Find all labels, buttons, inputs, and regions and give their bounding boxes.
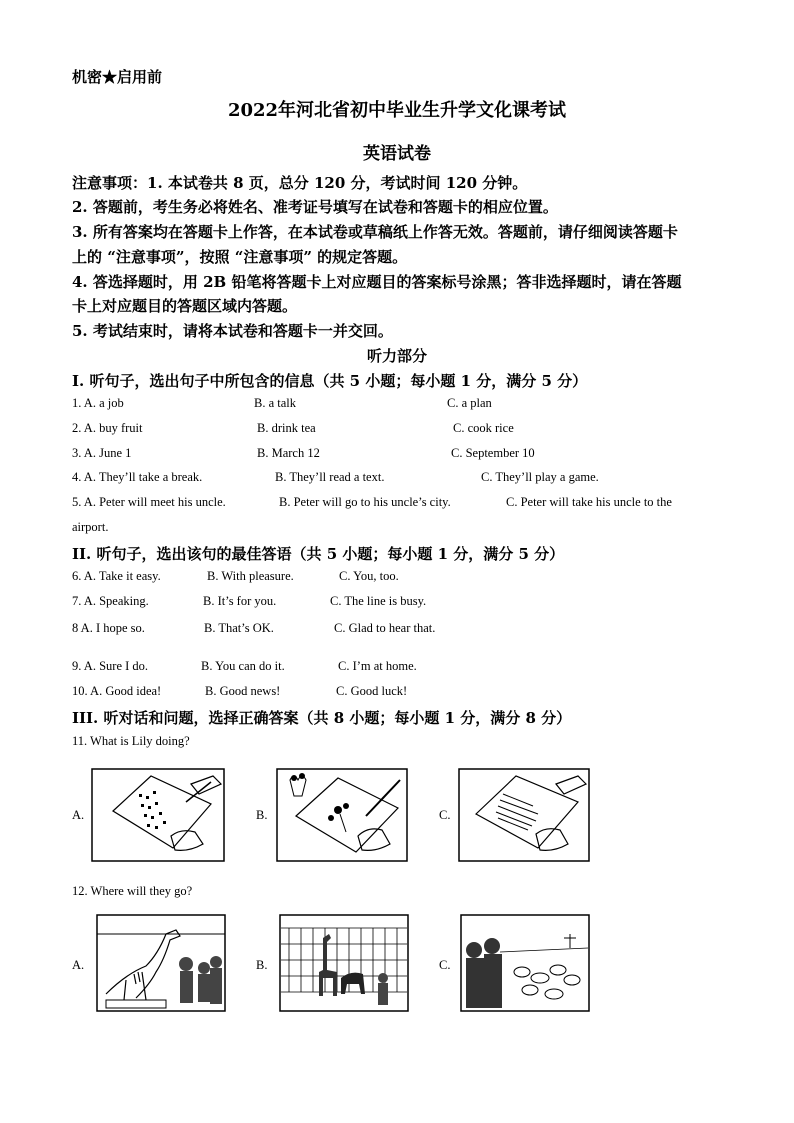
section-title: Ⅰ. 听句子，选出句子中所包含的信息（共 5 小题；每小题 1 分，满分 5 分） — [72, 372, 588, 390]
note-line: 5. 考试结束时，请将本试卷和答题卡一并交回。 — [72, 322, 393, 340]
note-line: 3. 所有答案均在答题卡上作答，在本试卷或草稿纸上作答无效。答题前，请仔细阅读答题卡 — [72, 223, 678, 241]
option-c: C. cook rice — [453, 421, 514, 435]
option-b: B. Peter will go to his uncle’s city. — [279, 495, 451, 509]
option-c: C. Good luck! — [336, 684, 408, 698]
option-c: C. September 10 — [451, 446, 535, 460]
section-title: II. 听句子，选出该句的最佳答语（共 5 小题；每小题 1 分，满分 5 分） — [72, 545, 565, 563]
option-a: 5. A. Peter will meet his uncle. — [72, 495, 226, 509]
part-title: 听力部分 — [366, 347, 427, 365]
option-a: 8 A. I hope so. — [72, 621, 145, 635]
picture-writing-chinese — [91, 766, 225, 862]
picture-museum-dinosaur — [96, 914, 226, 1012]
option-c: C. I’m at home. — [338, 659, 417, 673]
exam-title: 2022年河北省初中毕业生升学文化课考试 — [227, 100, 567, 121]
option-c: C. The line is busy. — [330, 594, 427, 608]
option-c: C. a plan — [447, 396, 492, 410]
note-line: 上的 “注意事项”，按照 “注意事项” 的规定答题。 — [72, 248, 408, 266]
option-b: B. drink tea — [257, 421, 316, 435]
picture-label-b: B. — [256, 958, 268, 972]
exam-subtitle: 英语试卷 — [363, 144, 431, 164]
option-a: 3. A. June 1 — [72, 446, 132, 460]
option-b: B. With pleasure. — [207, 569, 294, 583]
option-a: 10. A. Good idea! — [72, 684, 162, 698]
note-line: 2. 答题前，考生务必将姓名、准考证号填写在试卷和答题卡的相应位置。 — [72, 198, 558, 216]
option-c: C. Glad to hear that. — [334, 621, 436, 635]
section-title: III. 听对话和问题，选择正确答案（共 8 小题；每小题 1 分，满分 8 分） — [72, 709, 572, 727]
option-b: B. They’ll read a text. — [275, 470, 385, 484]
picture-drawing-flowers — [276, 766, 408, 862]
picture-label-b: B. — [256, 808, 268, 822]
option-c: C. They’ll play a game. — [481, 470, 599, 484]
option-a: 9. A. Sure I do. — [72, 659, 149, 673]
picture-writing-english — [458, 766, 590, 862]
note-line: 注意事项：1. 本试卷共 8 页，总分 120 分，考试时间 120 分钟。 — [72, 174, 528, 192]
option-b: B. Good news! — [205, 684, 281, 698]
option-a: 6. A. Take it easy. — [72, 569, 161, 583]
picture-label-c: C. — [439, 808, 451, 822]
option-a: 1. A. a job — [72, 396, 124, 410]
confidential-mark: 机密★启用前 — [72, 68, 163, 86]
option-c: C. Peter will take his uncle to the — [506, 495, 672, 509]
note-line: 卡上对应题目的答题区域内答题。 — [72, 297, 298, 315]
option-b: B. That’s OK. — [204, 621, 274, 635]
picture-label-c: C. — [439, 958, 451, 972]
picture-label-a: A. — [72, 958, 85, 972]
note-line: 4. 答选择题时，用 2B 铅笔将答题卡上对应题目的答案标号涂黑；答非选择题时，请在答题 — [72, 273, 682, 291]
option-c-wrap: airport. — [72, 520, 109, 534]
option-a: 4. A. They’ll take a break. — [72, 470, 203, 484]
option-b: B. March 12 — [257, 446, 320, 460]
question-11: 11. What is Lily doing? — [72, 734, 190, 748]
option-a: 7. A. Speaking. — [72, 594, 149, 608]
question-12: 12. Where will they go? — [72, 884, 193, 898]
option-a: 2. A. buy fruit — [72, 421, 143, 435]
option-b: B. a talk — [254, 396, 297, 410]
option-c: C. You, too. — [339, 569, 399, 583]
picture-label-a: A. — [72, 808, 85, 822]
picture-farm-animals — [460, 914, 590, 1012]
picture-zoo-giraffe — [279, 914, 409, 1012]
option-b: B. It’s for you. — [203, 594, 277, 608]
option-b: B. You can do it. — [201, 659, 285, 673]
